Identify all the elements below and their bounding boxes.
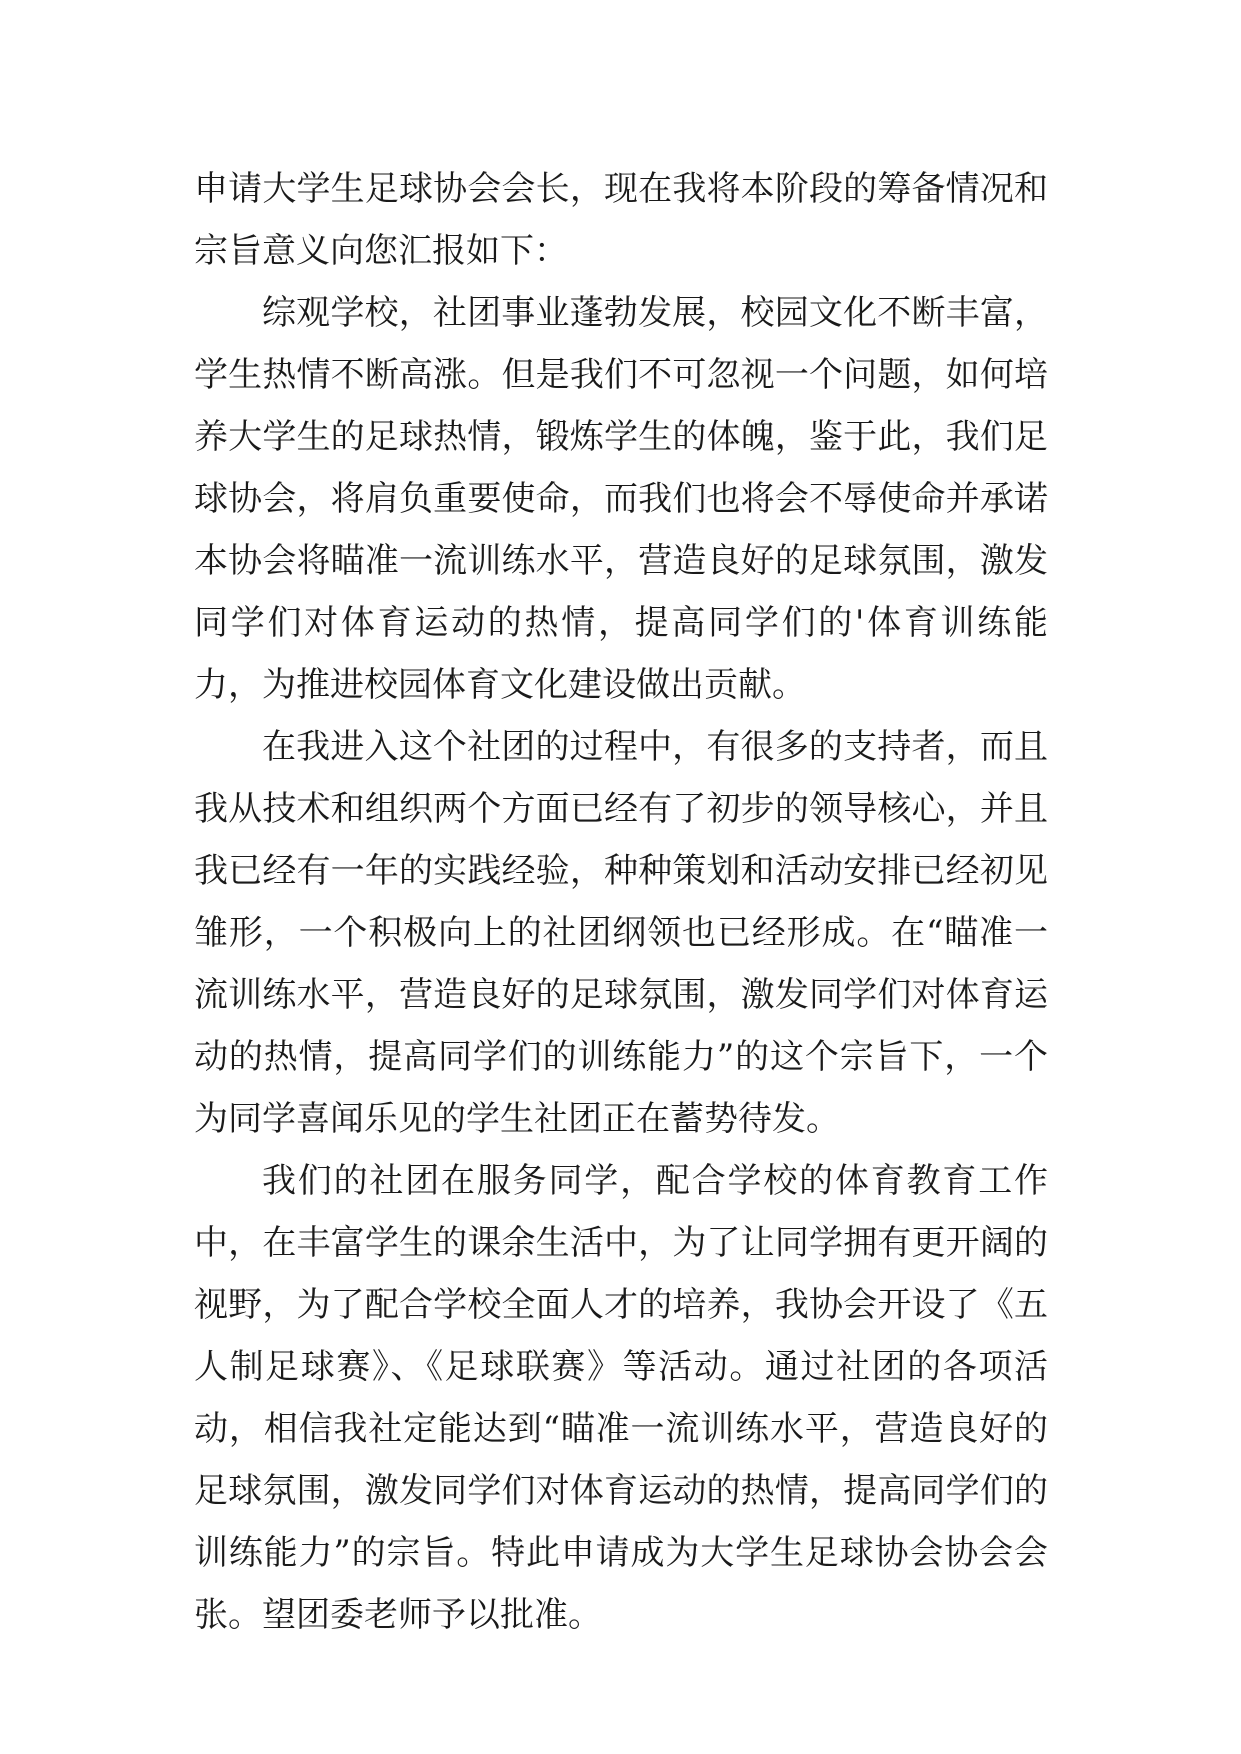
- document-body: [194, 158, 1048, 1646]
- paragraph-background: 综观学校，社团事业蓬勃发展，校园文化不断丰富，学生热情不断高涨。但是我们不可忽视一个问题，如何培养大学生的足球热情，锻炼学生的体魄，鉴于此，我们足球协会，将肩负重要使命，而我们也将会不辱使命并承诺本协会将瞄准一流训练水平，营造良好的足球氛围，激发同学们对体育运动的热情，提高同学们的'体育训练能力，为推进校园体育文化建设做出贡献。: [194, 293, 1048, 705]
- paragraph-activities: 我们的社团在服务同学，配合学校的体育教育工作中，在丰富学生的课余生活中，为了让同学拥有更开阔的视野，为了配合学校全面人才的培养，我协会开设了《五人制足球赛》、《足球联赛》等活动。通过社团的各项活动，相信我社定能达到“瞄准一流训练水平，营造良好的足球氛围，激发同学们对体育运动的热情，提高同学们的训练能力”的宗旨。特此申请成为大学生足球协会协会会张。望团委老师予以批准。: [194, 1161, 1048, 1635]
- paragraph-opening: 申请大学生足球协会会长，现在我将本阶段的筹备情况和宗旨意义向您汇报如下：: [194, 169, 1048, 271]
- paragraph-preparation: 在我进入这个社团的过程中，有很多的支持者，而且我从技术和组织两个方面已经有了初步的领导核心，并且我已经有一年的实践经验，种种策划和活动安排已经初见雏形，一个积极向上的社团纲领也已经形成。在“瞄准一流训练水平，营造良好的足球氛围，激发同学们对体育运动的热情，提高同学们的训练能力”的这个宗旨下，一个为同学喜闻乐见的学生社团正在蓄势待发。: [194, 727, 1048, 1139]
